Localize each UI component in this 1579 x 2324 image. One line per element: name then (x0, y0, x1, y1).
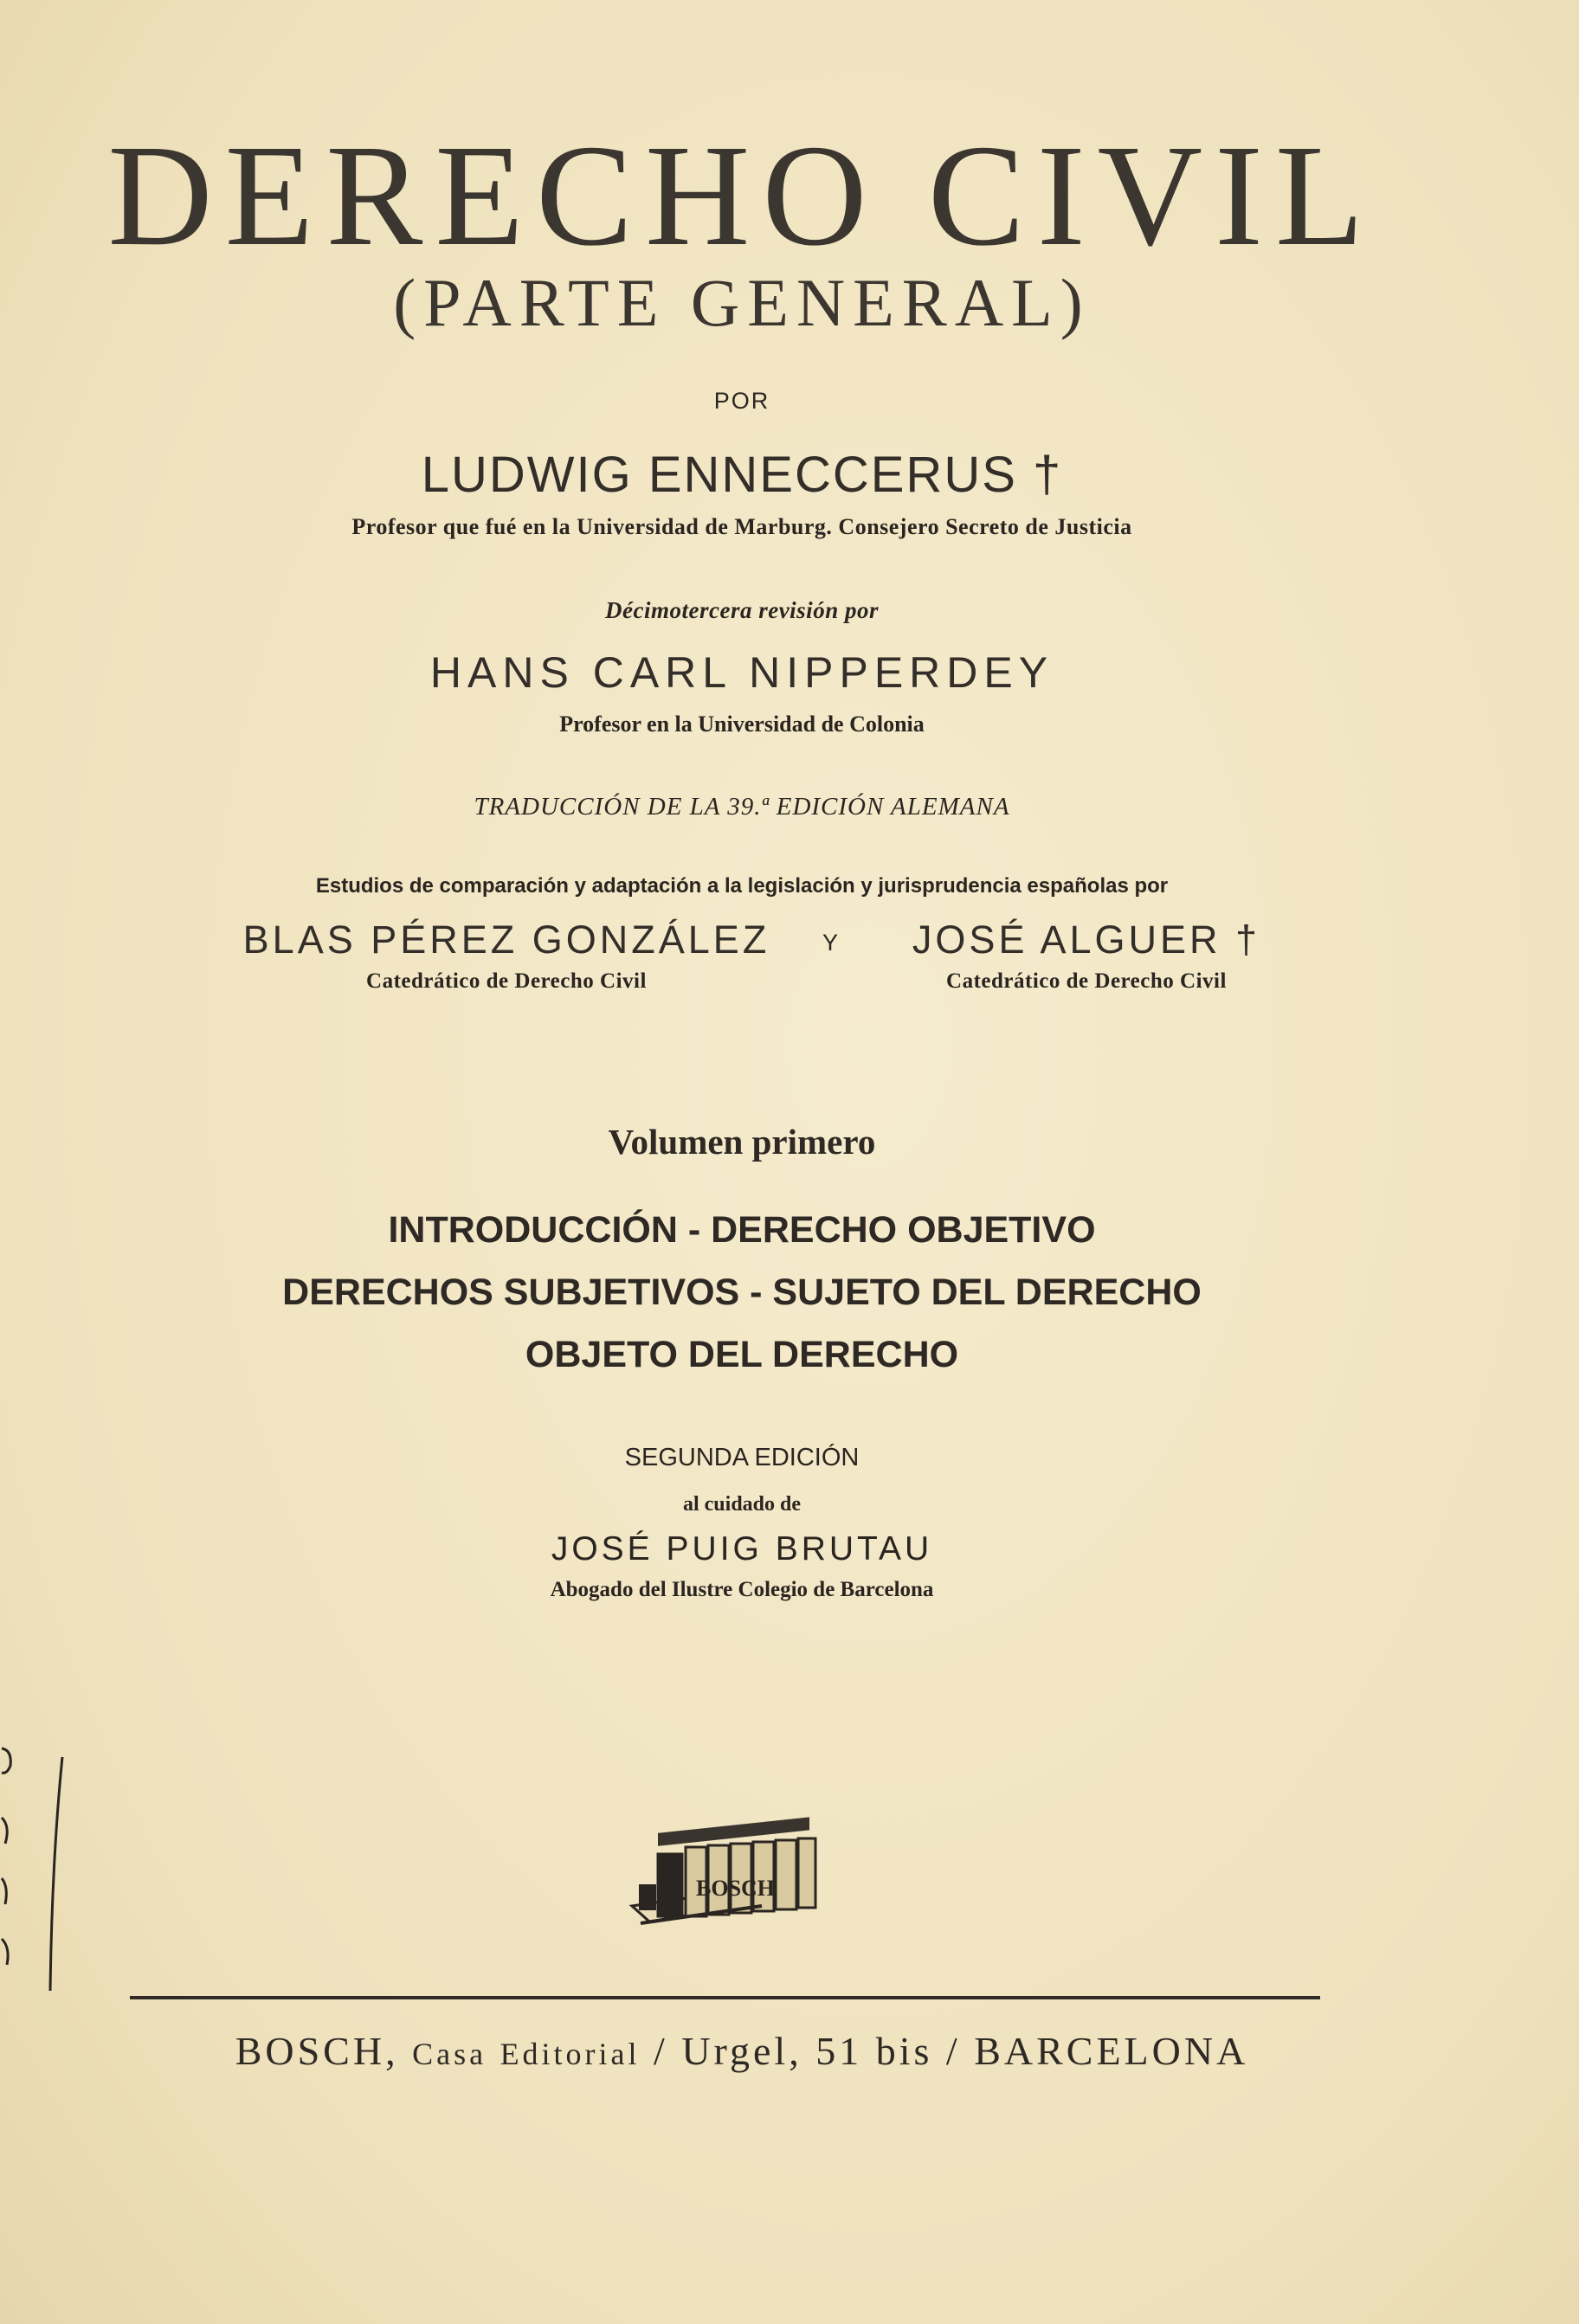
coauthor-name: BLAS PÉREZ GONZÁLEZ (242, 917, 770, 962)
contents-line: DERECHOS SUBJETIVOS - SUJETO DEL DERECHO (282, 1271, 1202, 1313)
separator: / (945, 2029, 961, 2073)
logo-text: BOSCH (696, 1876, 776, 1901)
revision-line: Décimotercera revisión por (605, 597, 879, 623)
coauthor-1 (221, 917, 792, 994)
conjunction: Y (822, 930, 839, 956)
care-of-label: al cuidado de (682, 1493, 802, 1516)
edition-label: SEGUNDA EDICIÓN (624, 1444, 860, 1471)
publisher-logo-icon (623, 1802, 822, 1941)
publisher-name: BOSCH, (235, 2029, 399, 2073)
publisher-address: Urgel, 51 bis (681, 2029, 933, 2073)
publisher-footer (0, 2028, 1484, 2074)
separator: / (654, 2029, 668, 2073)
coauthor-name: JOSÉ ALGUER † (912, 917, 1261, 962)
book-subtitle: (PARTE GENERAL) (393, 265, 1091, 340)
editor-affiliation: Abogado del Ilustre Colegio de Barcelona (550, 1578, 934, 1601)
book-title: DERECHO CIVIL (107, 115, 1376, 276)
author-affiliation: Profesor que fué en la Universidad de Marburg. Consejero Secreto de Justicia (351, 514, 1132, 539)
publisher-editorial: Editorial (499, 2037, 641, 2071)
by-label: POR (713, 388, 770, 414)
editor-name: JOSÉ PUIG BRUTAU (551, 1530, 933, 1568)
footer-rule (130, 1996, 1320, 1999)
coauthors (0, 917, 1484, 1021)
reviser-name: HANS CARL NIPPERDEY (429, 648, 1054, 697)
contents-line: INTRODUCCIÓN - DERECHO OBJETIVO (388, 1209, 1096, 1251)
coauthor-role: Catedrático de Derecho Civil (946, 969, 1227, 993)
publisher-casa: Casa (412, 2037, 487, 2071)
contents-line: OBJETO DEL DERECHO (525, 1334, 959, 1375)
studies-note: Estudios de comparación y adaptación a la legislación y jurisprudencia españolas por (315, 874, 1169, 898)
margin-marks (0, 1731, 78, 2017)
author-name: LUDWIG ENNECCERUS † (421, 447, 1063, 503)
volume-label: Volumen primero (608, 1122, 876, 1162)
reviser-affiliation: Profesor en la Universidad de Colonia (559, 711, 925, 737)
coauthor-role: Catedrático de Derecho Civil (366, 969, 647, 993)
publisher-city: BARCELONA (974, 2029, 1249, 2073)
contents-list (0, 1199, 1484, 1386)
translation-note: TRADUCCIÓN DE LA 39.ª EDICIÓN ALEMANA (474, 793, 1010, 821)
coauthor-2 (883, 917, 1290, 994)
